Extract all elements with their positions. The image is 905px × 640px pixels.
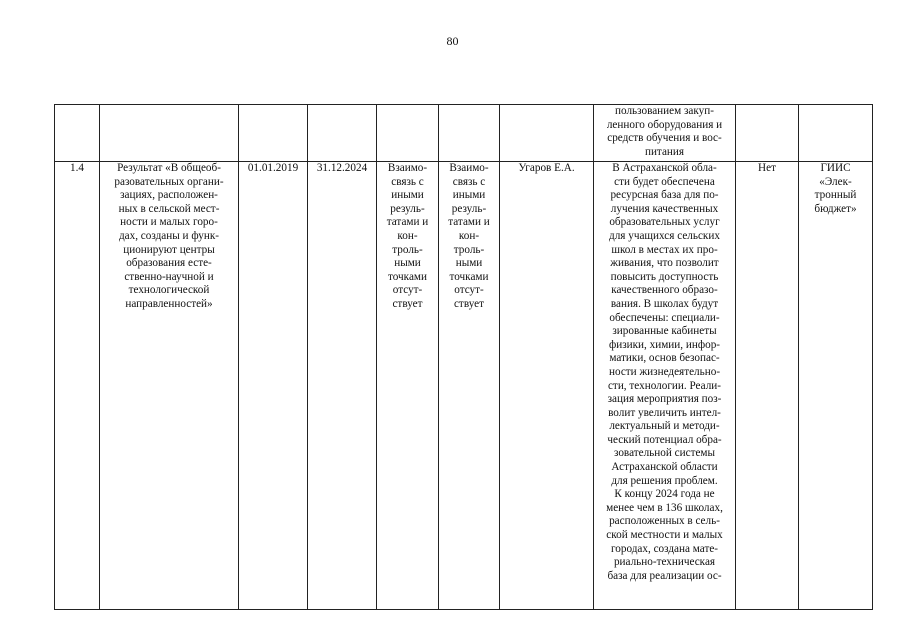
text-line: живания, что позволит (610, 257, 719, 270)
text-line: точками (388, 270, 427, 283)
text-line: повысить доступность (610, 270, 719, 283)
cell-link-1 (377, 105, 439, 162)
text-line: К концу 2024 года не (614, 488, 715, 501)
cell-result (100, 162, 239, 610)
text-line: иными (391, 189, 424, 202)
text-line: зовательной системы (613, 447, 716, 460)
cell-description (594, 162, 736, 610)
cell-start-date (239, 105, 308, 162)
cell-number: 1.4 (55, 162, 100, 610)
text-line: направленностей» (125, 297, 213, 310)
text-line: кон- (397, 229, 418, 242)
text-line: ствует (392, 297, 423, 310)
text-line: пользованием закуп- (615, 105, 714, 117)
table-row-continuation (55, 105, 873, 162)
text-line: ленного оборудования и (606, 118, 723, 131)
text-line: резуль- (390, 202, 425, 215)
text-line: дах, созданы и функ- (118, 229, 220, 242)
cell-system (799, 162, 873, 610)
text-line: ными (455, 257, 483, 270)
cell-system (799, 105, 873, 162)
text-line: лектуальный и методи- (609, 420, 720, 433)
text-line: татами и (386, 216, 429, 229)
cell-link-2 (439, 162, 500, 610)
text-line: ской местности и малых (606, 529, 723, 542)
cell-link-1 (377, 162, 439, 610)
results-table-wrapper (54, 104, 873, 610)
text-line: В Астраханской обла- (612, 162, 717, 174)
cell-responsible (500, 105, 594, 162)
text-line: связь с (452, 175, 486, 188)
text-line: ными (394, 257, 421, 270)
text-line: бюджет» (814, 202, 857, 215)
text-line: сти будет обеспечена (614, 175, 715, 188)
text-line: ческий потенциал обра- (607, 433, 722, 446)
text-line: разовательных органи- (114, 175, 224, 188)
text-line: татами и (448, 216, 490, 229)
text-line: физики, химии, инфор- (608, 338, 721, 351)
text-line: связь с (391, 175, 424, 188)
text-line: «Элек- (819, 175, 852, 188)
text-line: средств обучения и вос- (607, 132, 722, 145)
cell-flag (736, 105, 799, 162)
text-line: ствует (453, 297, 485, 310)
text-line: школ в местах их про- (611, 243, 718, 256)
text-line: кон- (458, 229, 480, 242)
page-number: 80 (446, 34, 459, 48)
text-line: менее чем в 136 школах, (606, 501, 723, 514)
text-line: Астраханской области (611, 461, 718, 474)
cell-description (594, 105, 736, 162)
text-line: для учащихся сельских (609, 229, 720, 242)
text-line: резуль- (451, 202, 487, 215)
text-line: база для реализации ос- (607, 569, 722, 582)
table-row-1-4 (55, 162, 873, 610)
text-line: точками (449, 270, 489, 283)
text-line: лучения качественных (610, 202, 719, 215)
text-line: Взаимо- (449, 162, 489, 174)
text-line: троль- (453, 243, 485, 256)
text-line: ственно-научной и (124, 270, 214, 283)
text-line: ных в сельской мест- (118, 202, 220, 215)
cell-result (100, 105, 239, 162)
text-line: ности и малых горо- (120, 216, 218, 229)
cell-end-date (308, 105, 377, 162)
text-line: технологической (128, 284, 210, 297)
text-line: зированные кабинеты (612, 325, 717, 338)
cell-link-2 (439, 105, 500, 162)
text-line: расположенных в сель- (609, 515, 720, 528)
cell-responsible: Угаров Е.А. (500, 162, 594, 610)
text-line: отсут- (454, 284, 484, 297)
text-line: образования есте- (126, 257, 212, 270)
text-line: питания (644, 145, 685, 158)
cell-number (55, 105, 100, 162)
text-line: ГИИС (820, 162, 851, 174)
text-line: образовательных услуг (609, 216, 720, 229)
text-line: ности жизнедеятельно- (608, 365, 721, 378)
text-line: матики, основ безопас- (609, 352, 720, 365)
text-line: зация мероприятия поз- (607, 393, 722, 406)
text-line: вания. В школах будут (610, 297, 719, 310)
text-line: тронный (814, 189, 857, 202)
results-table (54, 104, 873, 610)
text-line: сти, технологии. Реали- (607, 379, 722, 392)
cell-end-date: 31.12.2024 (308, 162, 377, 610)
text-line: волит увеличить интел- (608, 406, 721, 419)
text-line: качественного образо- (611, 284, 718, 297)
text-line: для решения проблем. (611, 474, 718, 487)
text-line: ционируют центры (123, 243, 215, 256)
text-line: иными (452, 189, 486, 202)
text-line: риально-техническая (613, 556, 716, 569)
text-line: Результат «В общеоб- (117, 162, 221, 174)
cell-start-date: 01.01.2019 (239, 162, 308, 610)
text-line: городах, создана мате- (610, 542, 719, 555)
text-line: Взаимо- (387, 162, 428, 174)
text-line: обеспечены: специали- (609, 311, 720, 324)
text-line: троль- (392, 243, 423, 256)
text-line: отсут- (392, 284, 423, 297)
cell-flag: Нет (736, 162, 799, 610)
text-line: зациях, расположен- (120, 189, 218, 202)
text-line: ресурсная база для по- (610, 189, 719, 202)
